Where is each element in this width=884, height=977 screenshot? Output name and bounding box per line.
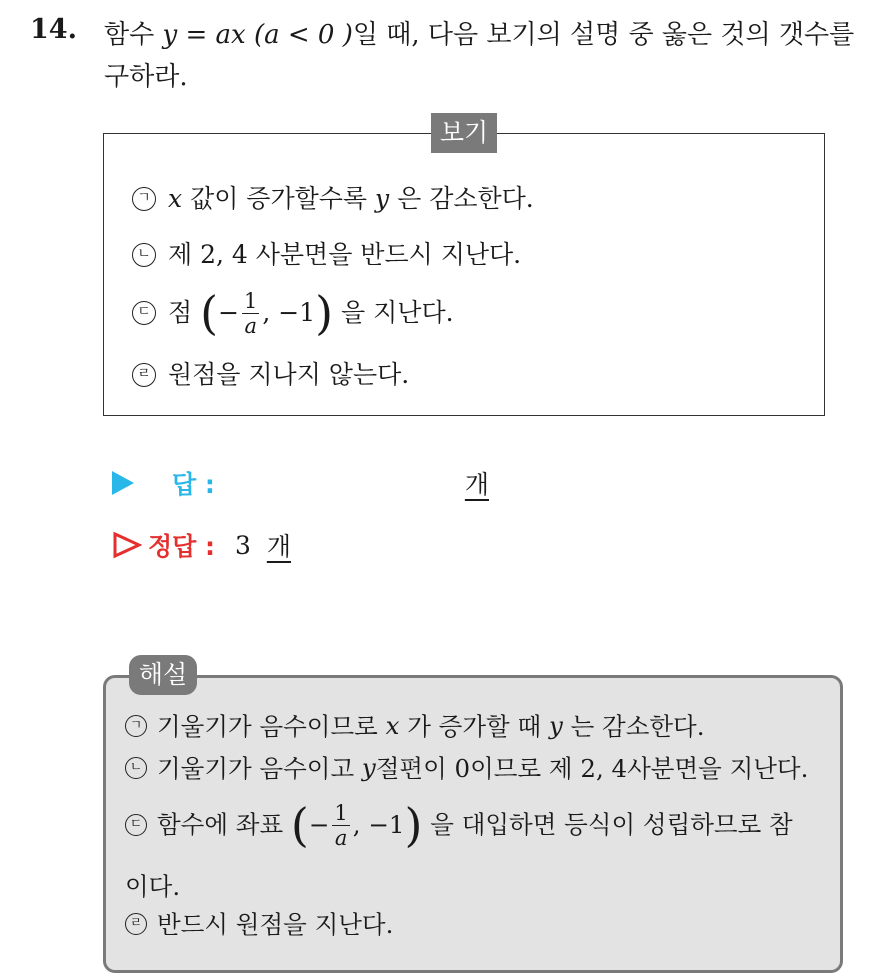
circled-marker: ㄱ (125, 715, 147, 737)
solution-line-3: ㄷ 함수에 좌표 ( − $\frac{1}{a}$ , −1 ) 을 대입하면 등식이 성립하므로 참 (125, 795, 793, 855)
circled-marker: ㄱ (132, 187, 156, 211)
circled-marker: ㄷ (125, 814, 147, 836)
solution-line-2: ㄴ 기울기가 음수이고 y 절편이 0이므로 제 2, 4사분면을 지난다. (125, 750, 808, 785)
bogi-item-1: ㄱ x 값이 증가할수록 y 은 감소한다. (132, 182, 534, 216)
correct-answer-value: 3 (235, 530, 251, 560)
function-expression: y = ax (162, 20, 246, 50)
question-text: 함수 y = ax (a < 0 )일 때, 다음 보기의 설명 중 옳은 것의 갯수를 구하라. (104, 20, 855, 92)
circled-marker: ㄷ (132, 301, 156, 325)
solution-line-5: ㄹ 반드시 원점을 지난다. (125, 906, 393, 941)
right-paren: ) (404, 798, 423, 852)
solution-label: 해설 (129, 655, 197, 695)
solution-line-1: ㄱ 기울기가 음수이므로 x 가 증가할 때 y 는 감소한다. (125, 708, 705, 743)
function-condition: (a < 0 ) (253, 20, 353, 50)
correct-answer-unit: 개 (266, 532, 291, 561)
outline-triangle-icon (112, 531, 142, 559)
answer-unit: 개 (464, 470, 490, 499)
answer-label: 답 : (172, 470, 215, 499)
question-number: 14. (30, 14, 77, 45)
bogi-item-3: ㄷ 점 ( − $\frac{1}{a}$ , −1 ) 을 지난다. (132, 283, 454, 343)
bogi-item-2: ㄴ 제 2, 4 사분면을 반드시 지난다. (132, 238, 521, 272)
solution-line-4: 이다. (125, 872, 181, 901)
circled-marker: ㄹ (125, 913, 147, 935)
correct-answer-label: 정답 : (148, 532, 216, 561)
right-paren: ) (315, 286, 334, 340)
left-paren: ( (290, 798, 309, 852)
bogi-item-4: ㄹ 원점을 지나지 않는다. (132, 358, 409, 392)
correct-answer-row (112, 527, 291, 563)
fraction: $\frac{1}{a}$ (334, 800, 348, 850)
circled-marker: ㄴ (125, 757, 147, 779)
play-triangle-icon (112, 471, 134, 495)
circled-marker: ㄹ (132, 363, 156, 387)
answer-row (112, 465, 489, 501)
circled-marker: ㄴ (132, 243, 156, 267)
fraction: $\frac{1}{a}$ (244, 288, 258, 338)
bogi-label: 보기 (431, 113, 497, 153)
left-paren: ( (200, 286, 219, 340)
